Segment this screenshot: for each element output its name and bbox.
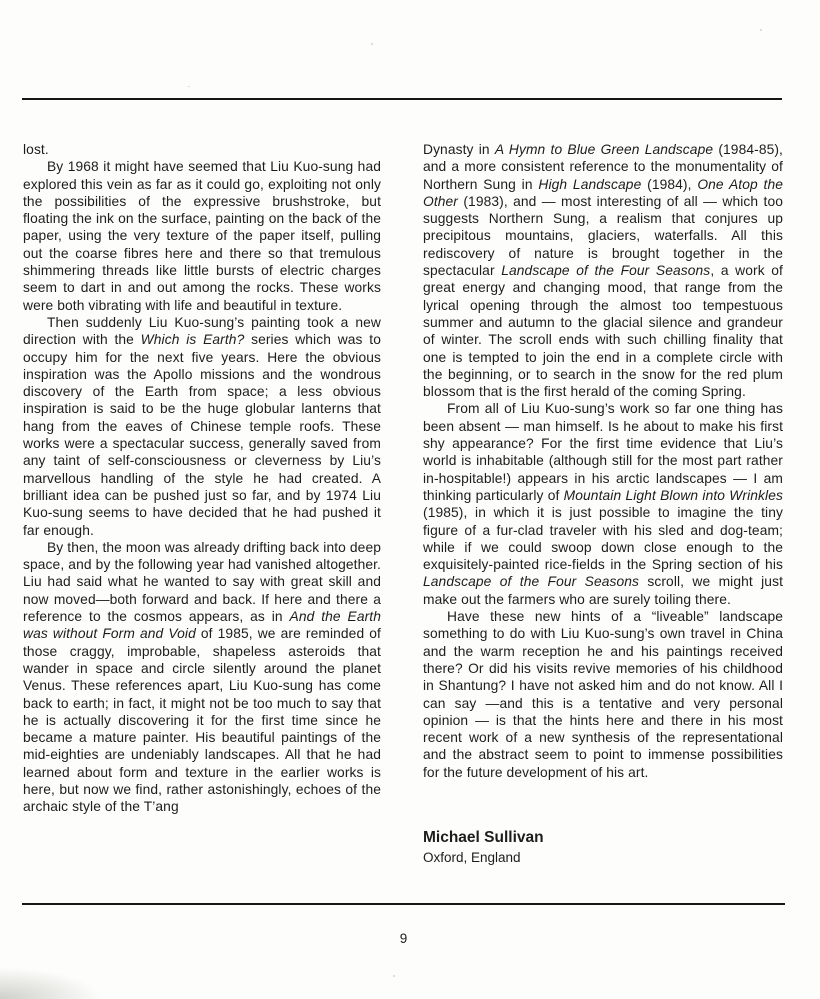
author-location: Oxford, England <box>423 850 521 865</box>
bottom-rule <box>22 903 785 905</box>
top-rule <box>22 98 782 100</box>
paragraph: Dynasty in A Hymn to Blue Green Landscape (1984-85), and a more consistent reference to the monumentality of Northern Sung in High Landscape (1984), One Atop the Other (1983), and — most interesting of all — which too suggests Northern Sung, a realism that conjures up precipitous mountains, glaciers, waterfalls. All this rediscovery of nature is brought together in the spectacular Landscape of the Four Seasons, a work of great energy and changing mood, that range from the lyrical opening through the almost too tempestuous summer and autumn to the glacial silence and grandeur of winter. The scroll ends with such chilling finality that one is tempted to join the end in a complete circle with the beginning, or to search in the snow for the red plum blossom that is the first herald of the coming Spring. <box>423 142 783 400</box>
paragraph: Have these new hints of a “liveable” landscape something to do with Liu Kuo-sung’s own travel in China and the warm reception he and his paintings received there? Or did his visits revive memories of his childhood in Shantung? I have not asked him and do not know. All I can say —and this is a tentative and very personal opinion — is that the hints here and there in his most recent work of a new synthesis of the representational and the abstract seem to point to immense possibilities for the future development of his art. <box>423 609 783 780</box>
scan-speck <box>188 86 190 87</box>
right-text-column <box>423 141 783 781</box>
scanner-shadow <box>0 965 110 999</box>
scan-speck <box>393 975 395 977</box>
scan-speck <box>760 29 762 31</box>
paragraph: From all of Liu Kuo-sung’s work so far one thing has been absent — man himself. Is he about to make his first shy appearance? For the first time evidence that Liu’s world is inhabitable (although still for the most part rather in-hospitable!) appears in his arctic landscapes — I am thinking particularly of Mountain Light Blown into Wrinkles (1985), in which it is just possible to imagine the tiny figure of a fur-clad traveler with his sled and dog-team; while if we could swoop down close enough to the exquisitely-painted rice-fields in the Spring section of his Landscape of the Four Seasons scroll, we might just make out the farmers who are surely toiling there. <box>423 401 783 607</box>
paragraph: By then, the moon was already drifting back into deep space, and by the following year had vanished altogether. Liu had said what he wanted to say with great skill and now moved—both forward and back. If here and there a reference to the cosmos appears, as in And the Earth was without Form and Void of 1985, we are reminded of those craggy, improbable, shapeless asteroids that wander in space and circle silently around the planet Venus. These references apart, Liu Kuo-sung has come back to earth; in fact, it might not be too much to say that he is actually discovering it for the first time since he became a mature painter. His beautiful paintings of the mid-eighties are undeniably landscapes. All that he had learned about form and texture in the earlier works is here, but now we find, rather astonishingly, echoes of the archaic style of the T’ang <box>23 539 381 815</box>
author-name: Michael Sullivan <box>423 829 544 846</box>
paragraph: Then suddenly Liu Kuo-sung’s painting took a new direction with the Which is Earth? series which was to occupy him for the next five years. Here the obvious inspiration was the Apollo missions and the wondrous discovery of the Earth from space; a less obvious inspiration is said to be the huge globular lanterns that hang from the eaves of Chinese temple roofs. These works were a spectacular success, generally saved from any taint of self-consciousness or cleverness by Liu’s marvellous handling of the style he had created. A brilliant idea can be pushed just so far, and by 1974 Liu Kuo-sung seems to have decided that he had pushed it far enough. <box>23 314 381 538</box>
signature-block <box>423 828 544 866</box>
left-text-column <box>23 141 381 816</box>
paragraph: By 1968 it might have seemed that Liu Kuo-sung had explored this vein as far as it could go, exploiting not only the possibilities of the expressive brushstroke, but floating the ink on the surface, painting on the back of the paper, using the very texture of the paper itself, pulling out the coarse fibres here and there so that tremulous shimmering threads like little bursts of electric charges seem to dart in and out among the rocks. These works were both vibrating with life and beautiful in texture. <box>23 159 381 313</box>
scan-speck <box>371 43 373 45</box>
page-number: 9 <box>399 931 408 946</box>
paragraph: lost. <box>23 142 49 157</box>
